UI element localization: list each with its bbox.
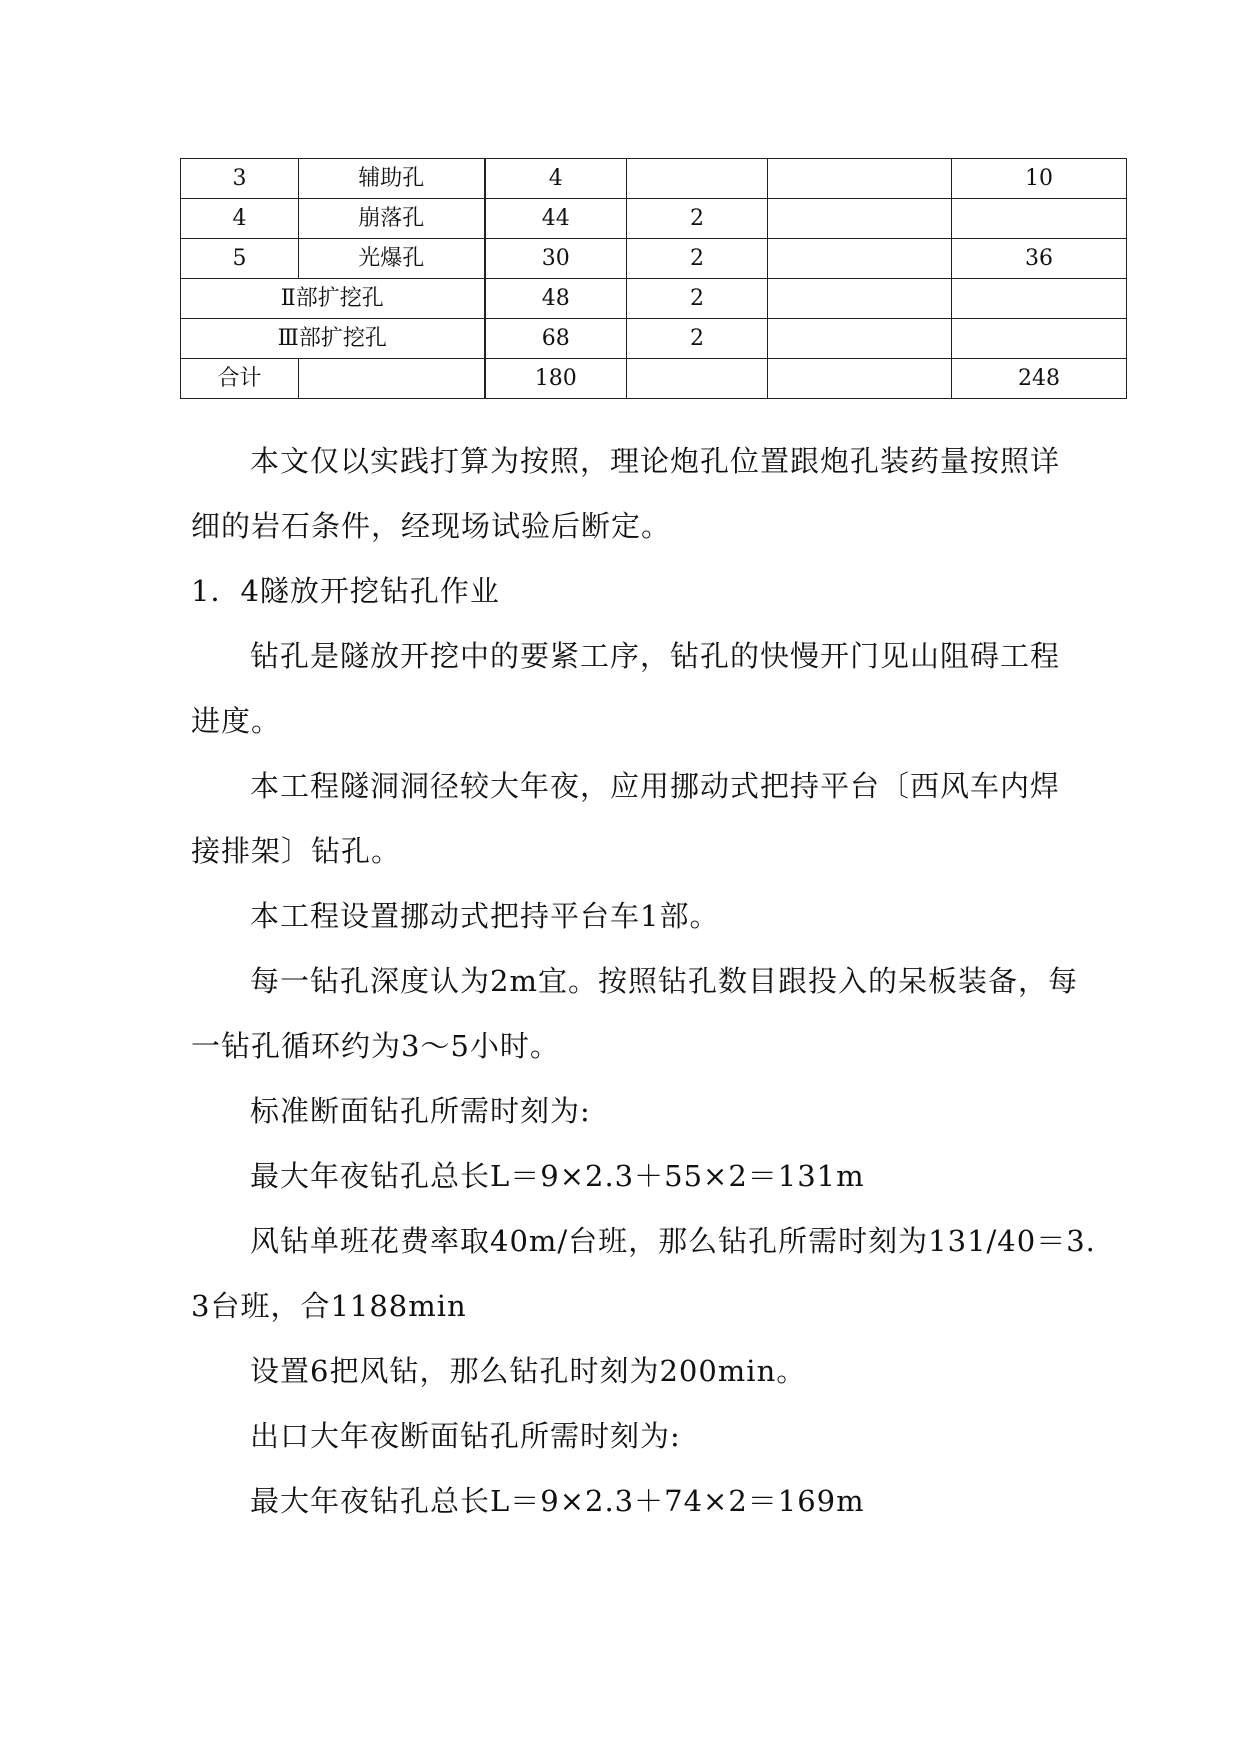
table-cell: 2 xyxy=(627,199,768,239)
paragraph-line: 细的岩石条件，经现场试验后断定。 xyxy=(191,509,672,543)
table-cell xyxy=(768,279,952,319)
table-row-total xyxy=(181,359,1127,399)
paragraph-line: 本工程隧洞洞径较大年夜，应用挪动式把持平台〔西风车内焊 xyxy=(250,769,1061,803)
table-cell: 10 xyxy=(952,159,1127,199)
table-cell xyxy=(768,359,952,399)
paragraph-line: 风钻单班花费率取40m/台班，那么钻孔所需时刻为131/40＝3. xyxy=(250,1224,1096,1258)
table-row xyxy=(181,279,1127,319)
table-row xyxy=(181,159,1127,199)
table-cell xyxy=(952,279,1127,319)
blast-hole-table xyxy=(180,158,1127,399)
table-cell: 44 xyxy=(485,199,627,239)
table-cell: 5 xyxy=(181,239,299,279)
paragraph-line: 出口大年夜断面钻孔所需时刻为: xyxy=(250,1419,681,1453)
paragraph-line: 设置6把风钻，那么钻孔时刻为200min。 xyxy=(250,1354,807,1388)
formula-line: 最大年夜钻孔总长L＝9×2.3＋74×2＝169m xyxy=(250,1484,865,1518)
table-cell: 68 xyxy=(485,319,627,359)
table-cell xyxy=(952,319,1127,359)
paragraph-line: 一钻孔循环约为3～5小时。 xyxy=(191,1029,560,1063)
table-cell: 崩落孔 xyxy=(299,199,485,239)
formula-line: 最大年夜钻孔总长L＝9×2.3＋55×2＝131m xyxy=(250,1159,865,1193)
table-cell: 180 xyxy=(485,359,627,399)
table-cell xyxy=(299,359,485,399)
table-cell: 248 xyxy=(952,359,1127,399)
table-cell xyxy=(952,199,1127,239)
paragraph-line: 每一钻孔深度认为2m宜。按照钻孔数目跟投入的呆板装备，每 xyxy=(250,964,1078,998)
table-cell: 4 xyxy=(485,159,627,199)
table-cell: 光爆孔 xyxy=(299,239,485,279)
paragraph-line: 进度。 xyxy=(191,704,282,738)
paragraph-line: 接排架〕钻孔。 xyxy=(191,834,402,868)
table-cell xyxy=(768,199,952,239)
section-heading: 1．4隧放开挖钻孔作业 xyxy=(191,574,500,608)
table-row xyxy=(181,199,1127,239)
table-cell: 2 xyxy=(627,279,768,319)
table-cell: 2 xyxy=(627,319,768,359)
table-cell xyxy=(768,159,952,199)
table-row xyxy=(181,239,1127,279)
paragraph-line: 本工程设置挪动式把持平台车1部。 xyxy=(250,899,720,933)
table-cell: 30 xyxy=(485,239,627,279)
paragraph-line: 标准断面钻孔所需时刻为: xyxy=(250,1094,591,1128)
paragraph-line: 3台班，合1188min xyxy=(191,1289,467,1323)
table-cell: 48 xyxy=(485,279,627,319)
table-cell: 2 xyxy=(627,239,768,279)
paragraph-line: 钻孔是隧放开挖中的要紧工序，钻孔的快慢开门见山阻碍工程 xyxy=(250,639,1061,673)
table-cell: 辅助孔 xyxy=(299,159,485,199)
table-cell xyxy=(768,239,952,279)
table-cell-merged: Ⅱ部扩挖孔 xyxy=(181,279,485,319)
table-cell-merged: Ⅲ部扩挖孔 xyxy=(181,319,485,359)
table-cell: 3 xyxy=(181,159,299,199)
table-cell: 36 xyxy=(952,239,1127,279)
table-cell: 4 xyxy=(181,199,299,239)
table-cell xyxy=(627,159,768,199)
table-cell xyxy=(768,319,952,359)
table-row xyxy=(181,319,1127,359)
paragraph-line: 本文仅以实践打算为按照，理论炮孔位置跟炮孔装药量按照详 xyxy=(250,444,1061,478)
table-cell: 合计 xyxy=(181,359,299,399)
table-cell xyxy=(627,359,768,399)
